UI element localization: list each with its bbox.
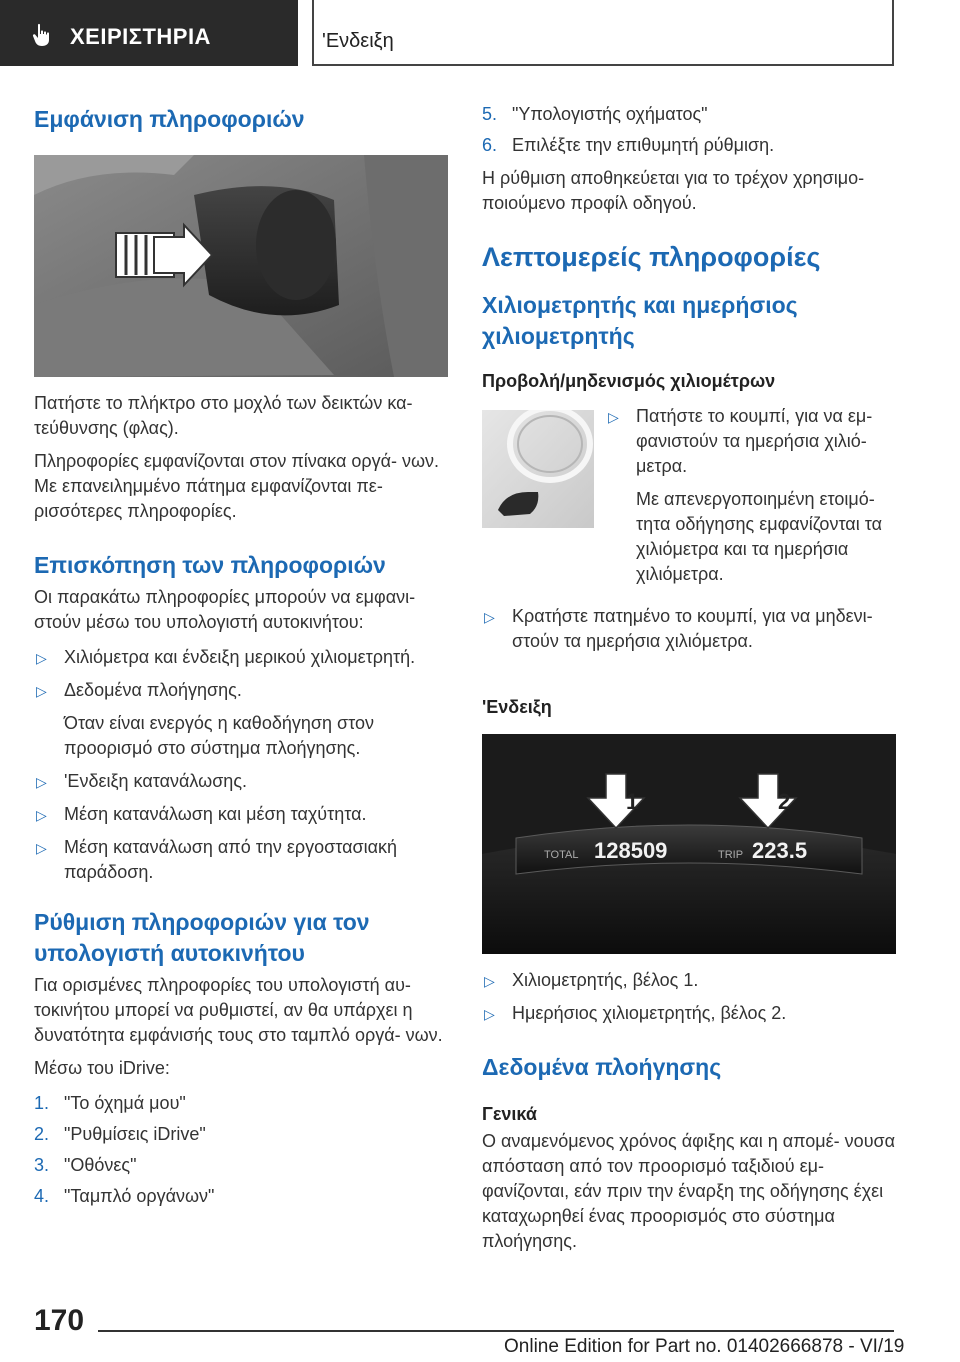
page-header: [0, 0, 960, 66]
step-item: 4. "Ταμπλό οργάνων": [34, 1186, 215, 1206]
list-item: ▷ Χιλιομετρητής, βέλος 1.: [482, 968, 896, 993]
info-text: Πληροφορίες εμφανίζονται στον πίνακα οργά- νων. Με επανειλημμένο πάτημα εμφανίζονται πε- ρισσότερες πληροφορίες.: [34, 451, 440, 521]
triangle-bullet-icon: ▷: [484, 973, 495, 989]
step-item: 5. "Υπολογιστής οχήματος": [482, 104, 708, 124]
topic-title: 'Ενδειξη: [322, 30, 394, 52]
header-divider: [312, 0, 314, 66]
heading-navigation-data: Δεδομένα πλοήγησης: [482, 1054, 722, 1080]
reset-section: [482, 404, 896, 651]
list-item: ▷ Κρατήστε πατημένο το κουμπί, για να μηδενι- στούν τα ημερήσια χιλιόμετρα.: [484, 606, 873, 651]
reset-instructions: [606, 404, 896, 587]
heading-general: Γενικά: [482, 1104, 537, 1124]
list-item: ▷ Πατήστε το κουμπί, για να εμ- φανιστούν τα ημερήσια χιλιό- μετρα.: [608, 406, 873, 476]
general-text: Ο αναμενόμενος χρόνος άφιξης και η απομέ- νουσα απόσταση από τον προορισμό ταξιδιού εμ- φανίζονται, εάν πριν την έναρξη της οδήγησης έχει καταχωρηθεί ένας προορισμός στο σύστημα πλοήγησης.: [482, 1131, 896, 1251]
trip-label: TRIP: [718, 849, 744, 861]
triangle-bullet-icon: ▷: [484, 1006, 495, 1022]
hold-instruction: [482, 604, 896, 654]
section-tab: [0, 0, 298, 66]
total-label: TOTAL: [544, 849, 579, 861]
triangle-bullet-icon: ▷: [36, 650, 47, 666]
arrow-1-label: 1: [626, 789, 639, 814]
heading-odometer: Χιλιομετρητής και ημερήσιος χιλιομετρητής: [482, 292, 798, 349]
list-item-note: Όταν είναι ενεργός η καθοδήγηση στον προορισμό στο σύστημα πλοήγησης.: [64, 713, 374, 758]
list-item: ▷ Μέση κατανάλωση από την εργοστασιακή παράδοση.: [36, 837, 398, 882]
page-number: 170: [34, 1304, 85, 1337]
triangle-bullet-icon: ▷: [608, 409, 619, 425]
heading-setting: Ρύθμιση πληροφοριών για τον υπολογιστή αυτοκινήτου: [34, 909, 370, 966]
heading-reset: Προβολή/μηδενισμός χιλιομέτρων: [482, 371, 776, 391]
list-item: ▷ Δεδομένα πλοήγησης.: [34, 678, 448, 703]
saved-text: Η ρύθμιση αποθηκεύεται για το τρέχον χρησιμο- ποιούμενο προφίλ οδηγού.: [482, 168, 865, 213]
arrow-2-label: 2: [778, 789, 791, 814]
triangle-bullet-icon: ▷: [36, 774, 47, 790]
triangle-bullet-icon: ▷: [36, 683, 47, 699]
list-item: ▷ Χιλιόμετρα και ένδειξη μερικού χιλιομετρητή.: [34, 645, 448, 670]
overview-text: Οι παρακάτω πληροφορίες μπορούν να εμφανι- στούν μέσω του υπολογιστή αυτοκινήτου:: [34, 587, 416, 632]
list-item-note: Με απενεργοποιημένη ετοιμό- τητα οδήγησης εμφανίζονται τα χιλιόμετρα και τα ημερήσια χιλιόμετρα.: [636, 489, 882, 584]
footer-divider: [98, 1330, 894, 1332]
heading-overview: Επισκόπηση των πληροφοριών: [34, 552, 386, 578]
heading-details: Λεπτομερείς πληροφορίες: [482, 242, 821, 272]
list-item: ▷ Μέση κατανάλωση και μέση ταχύτητα.: [34, 802, 448, 827]
header-divider: [312, 64, 894, 66]
step-item: 2. "Ρυθμίσεις iDrive": [34, 1124, 206, 1144]
turn-signal-lever-photo: [34, 155, 448, 377]
total-value: 128509: [594, 838, 668, 863]
idrive-text: Μέσω του iDrive:: [34, 1058, 170, 1078]
instruction-text: Πατήστε το πλήκτρο στο μοχλό των δεικτών κα- τεύθυνσης (φλας).: [34, 393, 413, 438]
legend-list: [482, 968, 896, 1026]
left-column: [34, 96, 448, 1209]
list-item: ▷ 'Ενδειξη κατανάλωσης.: [34, 769, 448, 794]
setting-text: Για ορισμένες πληροφορίες του υπολογιστή αυ- τοκινήτου μπορεί να ρυθμιστεί, αν θα υπάρχει η δυνατότητα εμφάνισής τους στο ταμπλό οργά- νων.: [34, 975, 443, 1045]
hand-pointer-icon: [30, 22, 56, 48]
info-list: [34, 645, 448, 885]
step-item: 1. "Το όχημά μου": [34, 1093, 186, 1113]
heading-display: 'Ενδειξη: [482, 697, 552, 717]
heading-display-info: Εμφάνιση πληροφοριών: [34, 106, 305, 132]
steps-list: [34, 1091, 448, 1209]
triangle-bullet-icon: ▷: [36, 807, 47, 823]
step-item: 6. Επιλέξτε την επιθυμητή ρύθμιση.: [482, 135, 775, 155]
trip-value: 223.5: [752, 838, 808, 863]
step-item: 3. "Οθόνες": [34, 1155, 137, 1175]
section-title: ΧΕΙΡΙΣΤΗΡΙΑ: [70, 24, 211, 49]
triangle-bullet-icon: ▷: [36, 840, 47, 856]
odometer-button-photo: [482, 410, 594, 528]
right-column: [482, 96, 896, 1254]
instrument-cluster-display: [482, 734, 896, 954]
list-item: ▷ Ημερήσιος χιλιομετρητής, βέλος 2.: [482, 1001, 896, 1026]
header-divider: [892, 0, 894, 66]
edition-text: Online Edition for Part no. 01402666878 - VI/19: [504, 1336, 905, 1357]
triangle-bullet-icon: ▷: [484, 609, 495, 625]
